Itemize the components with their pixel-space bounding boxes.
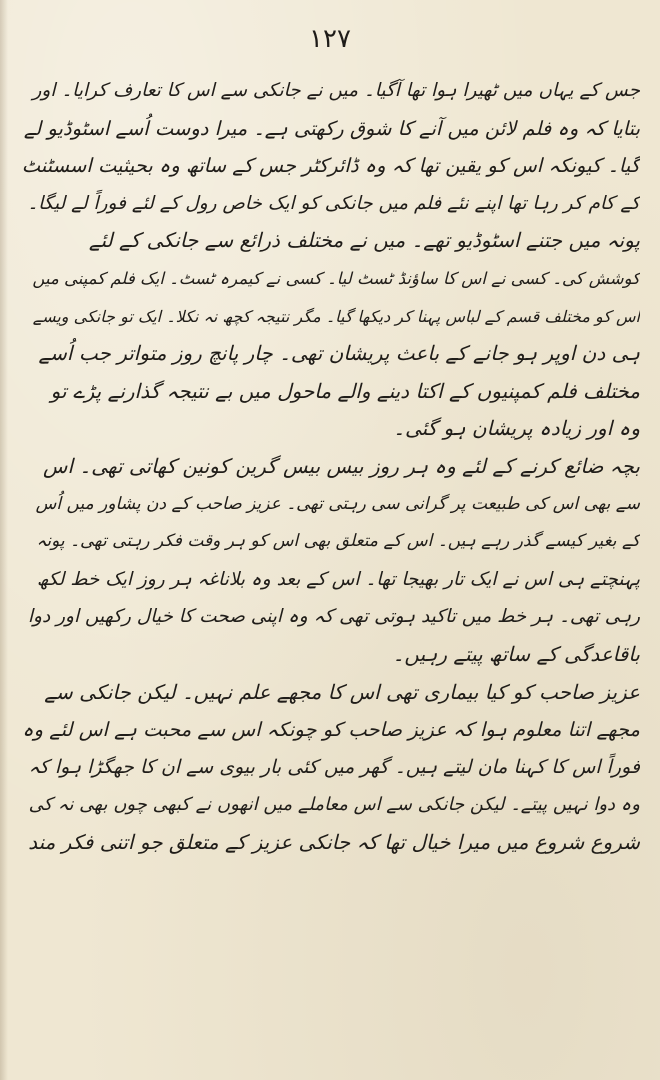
- page-number: ۱۲۷: [309, 24, 351, 54]
- text-line: عزیز صاحب کو کیا بیماری تھی اس کا مجھے علم نہیں۔ لیکن جانکی سے: [44, 679, 640, 704]
- text-line: اس کو مختلف قسم کے لباس پہنا کر دیکھا گیا۔ مگر نتیجہ کچھ نہ نکلا۔ ایک تو جانکی ویسے: [32, 306, 640, 326]
- text-line: جس کے یہاں میں ٹھیرا ہوا تھا آگیا۔ میں نے جانکی سے اس کا تعارف کرایا۔ اور: [32, 80, 640, 101]
- text-line: شروع شروع میں میرا خیال تھا کہ جانکی عزیز کے متعلق جو اتنی فکر مند: [28, 829, 640, 854]
- text-line: ہی دن اوپر ہو جانے کے باعث پریشان تھی۔ چار پانچ روز متواتر جب اُسے: [38, 341, 640, 366]
- text-line: بتایا کہ وہ فلم لائن میں آنے کا شوق رکھتی ہے۔ میرا دوست اُسے اسٹوڈیو لے: [23, 116, 640, 140]
- text-line: رہی تھی۔ ہر خط میں تاکید ہوتی تھی کہ وہ اپنی صحت کا خیال رکھیں اور دوا: [27, 606, 640, 628]
- text-line: گیا۔ کیونکہ اس کو یقین تھا کہ وہ ڈائرکٹر جس کے ساتھ وہ بحیثیت اسسٹنٹ: [22, 154, 640, 178]
- text-line: سے بھی اس کی طبیعت پر گرانی سی رہتی تھی۔ عزیز صاحب کے دن پشاور میں اُس: [35, 493, 640, 514]
- text-line: مجھے اتنا معلوم ہوا کہ عزیز صاحب کو چونکہ اس سے محبت ہے اس لئے وہ: [22, 718, 640, 742]
- text-line: فوراً اس کا کہنا مان لیتے ہیں۔ گھر میں کئی بار بیوی سے ان کا جھگڑا ہوا کہ: [28, 755, 640, 778]
- text-line: پہنچتے ہی اس نے ایک تار بھیجا تھا۔ اس کے بعد وہ بلاناغہ ہر روز ایک خط لکھ: [36, 568, 640, 590]
- text-line: پونہ میں جتنے اسٹوڈیو تھے۔ میں نے مختلف ذرائع سے جانکی کے لئے: [88, 228, 640, 253]
- text-line: کے بغیر کیسے گذر رہے ہیں۔ اس کے متعلق بھی اس کو ہر وقت فکر رہتی تھی۔ پونہ: [36, 531, 640, 552]
- text-line: بچہ ضائع کرنے کے لئے وہ ہر روز بیس بیس گرین کونین کھاتی تھی۔ اس: [43, 453, 640, 478]
- text-line: کوشش کی۔ کسی نے اس کا ساؤنڈ ٹسٹ لیا۔ کسی نے کیمرہ ٹسٹ۔ ایک فلم کمپنی میں: [32, 268, 640, 288]
- text-line: باقاعدگی کے ساتھ پیتے رہیں۔: [392, 641, 640, 666]
- text-line: وہ دوا نہیں پیتے۔ لیکن جانکی سے اس معاملے میں انھوں نے کبھی چوں بھی نہ کی: [28, 794, 640, 816]
- text-line: وہ اور زیادہ پریشان ہو گئی۔: [393, 416, 640, 441]
- text-line: مختلف فلم کمپنیوں کے اکتا دینے والے ماحول میں بے نتیجہ گذارنے پڑے تو: [50, 378, 640, 403]
- text-line: کے کام کر رہا تھا اپنے نئے فلم میں جانکی کو ایک خاص رول کے لئے فوراً لے لیگا۔: [27, 192, 640, 214]
- page-text: [22, 72, 640, 1062]
